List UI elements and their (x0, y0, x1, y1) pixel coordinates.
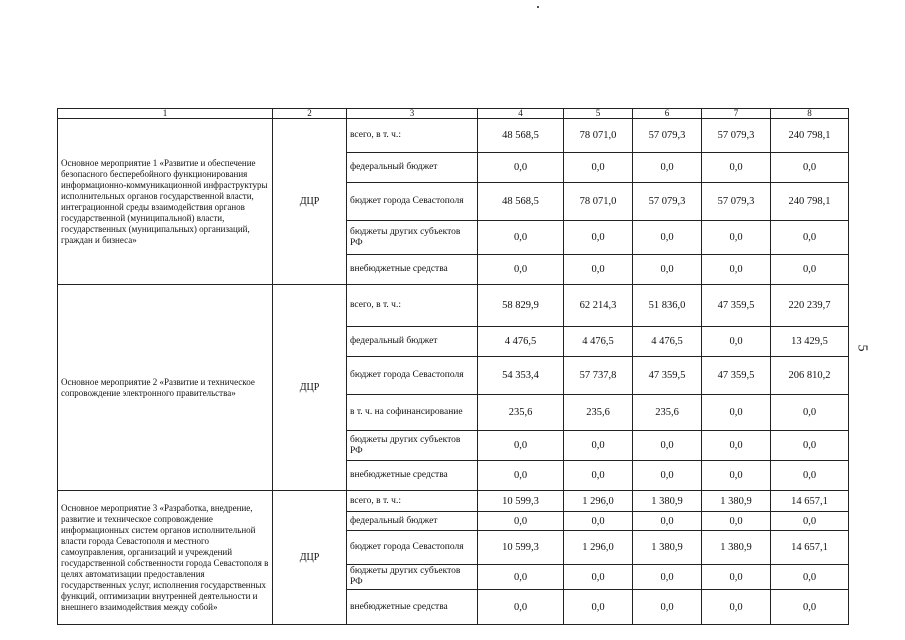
amount-cell: 1 380,9 (702, 491, 771, 512)
amount-cell: 0,0 (633, 153, 702, 183)
amount-cell: 1 296,0 (564, 531, 633, 565)
amount-cell: 0,0 (771, 512, 849, 531)
amount-cell: 47 359,5 (702, 285, 771, 327)
header-row (58, 109, 849, 119)
amount-cell: 1 296,0 (564, 491, 633, 512)
amount-cell: 14 657,1 (771, 491, 849, 512)
amount-cell: 47 359,5 (702, 357, 771, 395)
amount-cell: 0,0 (771, 221, 849, 255)
amount-cell: 0,0 (771, 153, 849, 183)
funding-source: бюджеты других субъектов РФ (347, 565, 478, 590)
amount-cell: 0,0 (702, 395, 771, 431)
funding-source: бюджеты других субъектов РФ (347, 431, 478, 461)
amount-cell: 57 079,3 (633, 183, 702, 221)
amount-cell: 0,0 (478, 221, 564, 255)
amount-cell: 0,0 (478, 255, 564, 285)
executor-cell: ДЦР (273, 119, 347, 285)
amount-cell: 57 079,3 (702, 183, 771, 221)
amount-cell: 57 079,3 (702, 119, 771, 153)
amount-cell: 240 798,1 (771, 183, 849, 221)
amount-cell: 220 239,7 (771, 285, 849, 327)
amount-cell: 0,0 (702, 431, 771, 461)
amount-cell: 0,0 (633, 431, 702, 461)
amount-cell: 14 657,1 (771, 531, 849, 565)
amount-cell: 0,0 (702, 327, 771, 357)
amount-cell: 4 476,5 (633, 327, 702, 357)
amount-cell: 57 737,8 (564, 357, 633, 395)
amount-cell: 0,0 (771, 461, 849, 491)
amount-cell: 57 079,3 (633, 119, 702, 153)
amount-cell: 78 071,0 (564, 119, 633, 153)
amount-cell: 51 836,0 (633, 285, 702, 327)
funding-source: федеральный бюджет (347, 153, 478, 183)
header-cell-4: 4 (478, 109, 564, 119)
funding-source: внебюджетные средства (347, 461, 478, 491)
executor-cell: ДЦР (273, 491, 347, 625)
amount-cell: 0,0 (633, 512, 702, 531)
amount-cell: 10 599,3 (478, 531, 564, 565)
amount-cell: 1 380,9 (702, 531, 771, 565)
amount-cell: 0,0 (564, 221, 633, 255)
amount-cell: 0,0 (564, 461, 633, 491)
amount-cell: 0,0 (771, 395, 849, 431)
activity-title: Основное мероприятие 1 «Развитие и обеспечение безопасного бесперебойного функционирования информационно-коммуникационной инфраструктуры исполнительных органов государственной власти, интеграционной среды взаимодействия органов государственной (муниципальной) власти, государственных (муниципальных) организаций, граждан и бизнеса» (58, 119, 273, 285)
funding-source: всего, в т. ч.: (347, 119, 478, 153)
amount-cell: 58 829,9 (478, 285, 564, 327)
amount-cell: 13 429,5 (771, 327, 849, 357)
amount-cell: 0,0 (771, 590, 849, 625)
amount-cell: 0,0 (564, 431, 633, 461)
amount-cell: 0,0 (564, 153, 633, 183)
page-number: 5 (854, 344, 870, 352)
amount-cell: 0,0 (564, 565, 633, 590)
amount-cell: 0,0 (702, 590, 771, 625)
amount-cell: 240 798,1 (771, 119, 849, 153)
amount-cell: 1 380,9 (633, 531, 702, 565)
amount-cell: 235,6 (564, 395, 633, 431)
amount-cell: 0,0 (478, 153, 564, 183)
funding-source: внебюджетные средства (347, 255, 478, 285)
amount-cell: 0,0 (478, 431, 564, 461)
amount-cell: 4 476,5 (564, 327, 633, 357)
budget-table (57, 108, 849, 625)
funding-source: в т. ч. на софинансирование (347, 395, 478, 431)
amount-cell: 0,0 (702, 461, 771, 491)
header-cell-2: 2 (273, 109, 347, 119)
amount-cell: 0,0 (771, 255, 849, 285)
header-cell-8: 8 (771, 109, 849, 119)
funding-source: бюджет города Севастополя (347, 531, 478, 565)
amount-cell: 0,0 (702, 221, 771, 255)
funding-source: федеральный бюджет (347, 512, 478, 531)
table-body (58, 119, 849, 625)
funding-source: федеральный бюджет (347, 327, 478, 357)
scan-speck (537, 6, 539, 8)
amount-cell: 78 071,0 (564, 183, 633, 221)
amount-cell: 0,0 (633, 461, 702, 491)
amount-cell: 0,0 (478, 590, 564, 625)
funding-source: всего, в т. ч.: (347, 285, 478, 327)
amount-cell: 0,0 (564, 512, 633, 531)
amount-cell: 0,0 (702, 255, 771, 285)
header-cell-5: 5 (564, 109, 633, 119)
table-row (58, 119, 849, 153)
amount-cell: 0,0 (564, 590, 633, 625)
amount-cell: 54 353,4 (478, 357, 564, 395)
activity-title: Основное мероприятие 2 «Развитие и техническое сопровождение электронного правительства» (58, 285, 273, 491)
amount-cell: 0,0 (771, 565, 849, 590)
funding-source: бюджет города Севастополя (347, 357, 478, 395)
header-cell-7: 7 (702, 109, 771, 119)
amount-cell: 0,0 (478, 461, 564, 491)
table-row (58, 285, 849, 327)
amount-cell: 10 599,3 (478, 491, 564, 512)
amount-cell: 0,0 (478, 512, 564, 531)
amount-cell: 48 568,5 (478, 119, 564, 153)
header-cell-6: 6 (633, 109, 702, 119)
amount-cell: 4 476,5 (478, 327, 564, 357)
amount-cell: 1 380,9 (633, 491, 702, 512)
amount-cell: 62 214,3 (564, 285, 633, 327)
amount-cell: 0,0 (633, 221, 702, 255)
amount-cell: 0,0 (702, 153, 771, 183)
amount-cell: 206 810,2 (771, 357, 849, 395)
amount-cell: 0,0 (478, 565, 564, 590)
amount-cell: 48 568,5 (478, 183, 564, 221)
amount-cell: 0,0 (771, 431, 849, 461)
amount-cell: 235,6 (478, 395, 564, 431)
executor-cell: ДЦР (273, 285, 347, 491)
amount-cell: 0,0 (702, 512, 771, 531)
header-cell-3: 3 (347, 109, 478, 119)
amount-cell: 0,0 (702, 565, 771, 590)
amount-cell: 0,0 (633, 565, 702, 590)
header-cell-1: 1 (58, 109, 273, 119)
funding-source: всего, в т. ч.: (347, 491, 478, 512)
amount-cell: 235,6 (633, 395, 702, 431)
activity-title: Основное мероприятие 3 «Разработка, внедрение, развитие и техническое сопровождение информационных систем органов исполнительной власти города Севастополя и местного самоуправления, организаций и учреждений государственной собственности города Севастополя в целях автоматизации предоставления государственных услуг, исполнения государственных функций, оптимизации внутренней деятельности и внешнего взаимодействия между собой» (58, 491, 273, 625)
amount-cell: 0,0 (564, 255, 633, 285)
funding-source: бюджеты других субъектов РФ (347, 221, 478, 255)
amount-cell: 47 359,5 (633, 357, 702, 395)
table-row (58, 491, 849, 512)
amount-cell: 0,0 (633, 255, 702, 285)
funding-source: внебюджетные средства (347, 590, 478, 625)
amount-cell: 0,0 (633, 590, 702, 625)
funding-source: бюджет города Севастополя (347, 183, 478, 221)
